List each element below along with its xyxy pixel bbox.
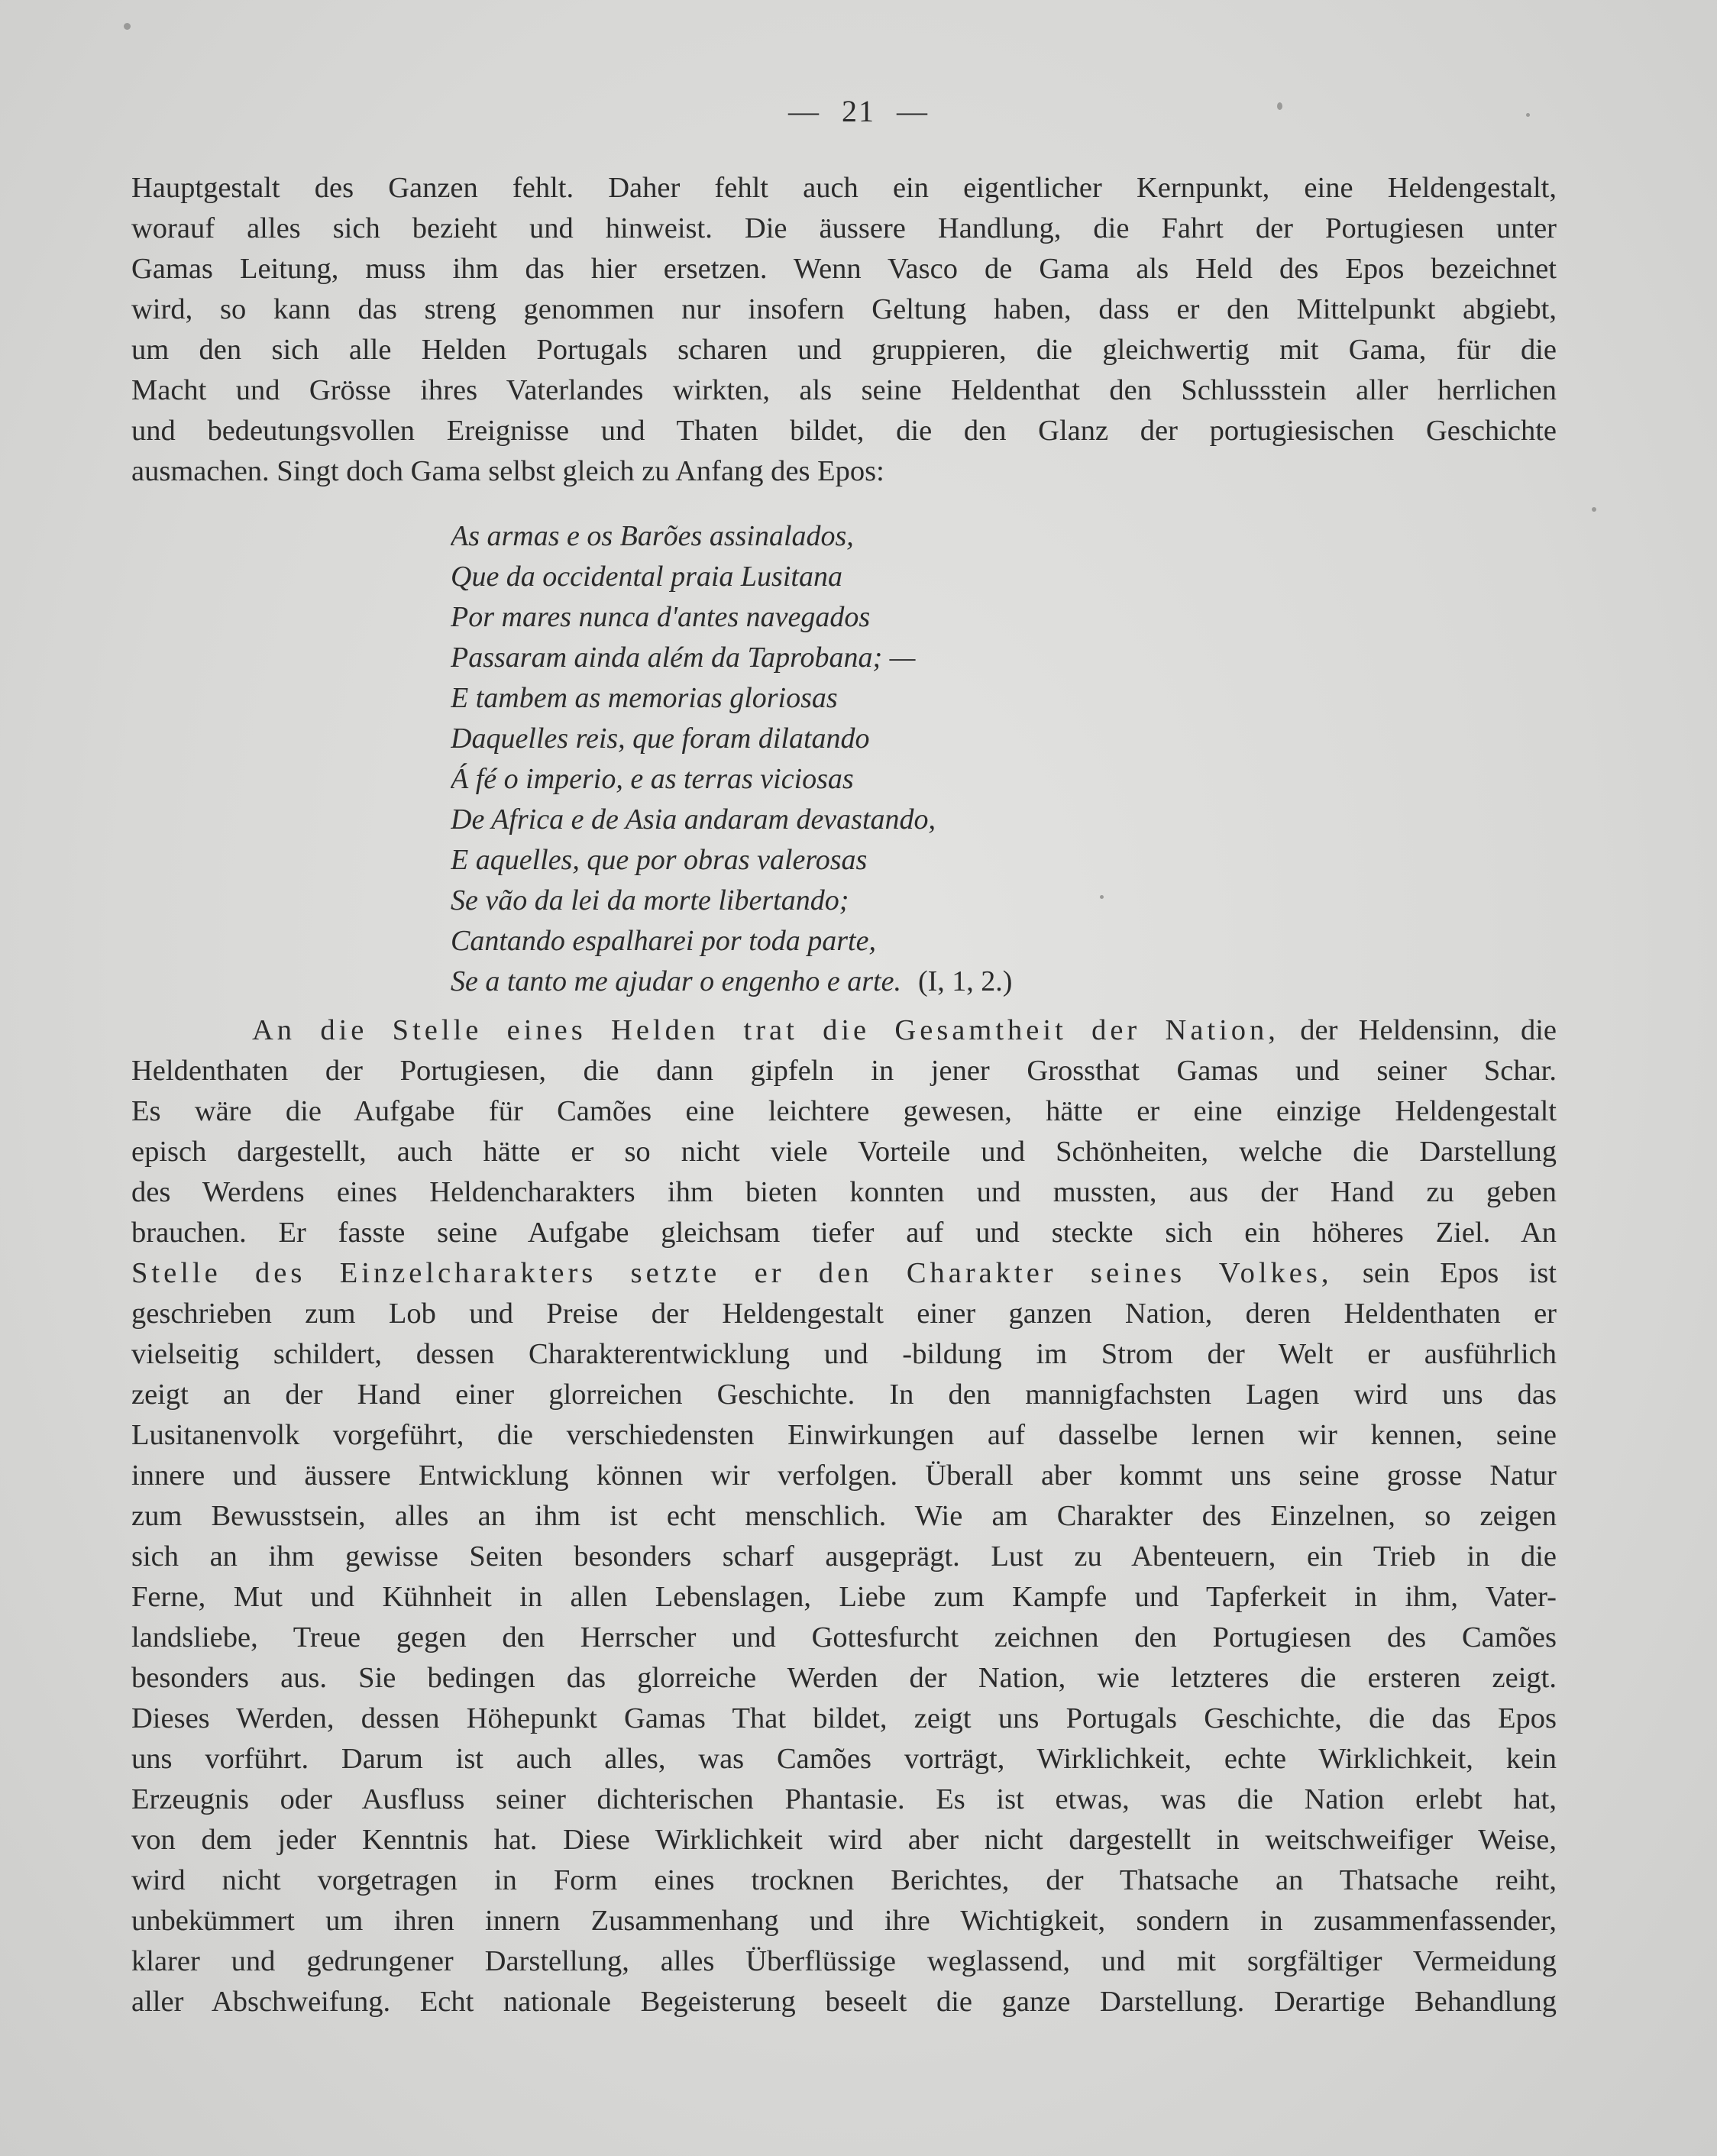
page-number-dash-left: — — [788, 94, 820, 128]
poem-last-line — [451, 962, 1520, 1002]
text-line: wird nicht vorgetragen in Form eines trocknen Berichtes, der Thatsache an Thatsache reiht, — [131, 1864, 1557, 1896]
text-line: vielseitig schildert, dessen Charakterentwicklung und -bildung im Strom der Welt er ausführlich — [131, 1338, 1557, 1370]
poem-reference: (I, 1, 2.) — [917, 965, 1013, 997]
poem-quotation — [451, 516, 1520, 1002]
text-line: landsliebe, Treue gegen den Herrscher und Gottesfurcht zeichnen den Portugiesen des Camões — [131, 1621, 1557, 1653]
text-line: um den sich alle Helden Portugals scharen und gruppieren, die gleichwertig mit Gama, für die — [131, 334, 1557, 366]
text-line: Erzeugnis oder Ausfluss seiner dichterischen Phantasie. Es ist etwas, was die Nation erlebt hat, — [131, 1783, 1557, 1815]
text-line: brauchen. Er fasste seine Aufgabe gleichsam tiefer auf und steckte sich ein höheres Ziel. An — [131, 1217, 1557, 1249]
poem-line: Que da occidental praia Lusitana — [451, 561, 842, 593]
page-number — [0, 93, 1717, 129]
text-line: episch dargestellt, auch hätte er so nicht viele Vorteile und Schönheiten, welche die Darstellung — [131, 1136, 1557, 1168]
paragraph-1 — [131, 168, 1557, 492]
text-line: unbekümmert um ihren innern Zusammenhang und ihre Wichtigkeit, sondern in zusammenfassender, — [131, 1905, 1557, 1937]
text-line — [131, 1010, 1557, 1051]
text-line: von dem jeder Kenntnis hat. Diese Wirklichkeit wird aber nicht dargestellt in weitschweifiger Weise, — [131, 1824, 1557, 1856]
text-line: Dieses Werden, dessen Höhepunkt Gamas That bildet, zeigt uns Portugals Geschichte, die das Epos — [131, 1702, 1557, 1734]
text-line — [131, 1253, 1557, 1294]
text-line: zeigt an der Hand einer glorreichen Geschichte. In den mannigfachsten Lagen wird uns das — [131, 1379, 1557, 1411]
text-line: Ferne, Mut und Kühnheit in allen Lebenslagen, Liebe zum Kampfe und Tapferkeit in ihm, Vater- — [131, 1581, 1557, 1613]
poem-line: Daquelles reis, que foram dilatando — [451, 722, 870, 755]
text-line: worauf alles sich bezieht und hinweist. Die äussere Handlung, die Fahrt der Portugiesen unter — [131, 212, 1557, 244]
text-line: besonders aus. Sie bedingen das glorreiche Werden der Nation, wie letzteres die ersteren zeigt. — [131, 1662, 1557, 1694]
text-line: klarer und gedrungener Darstellung, alles Überflüssige weglassend, und mit sorgfältiger Vermeidung — [131, 1945, 1557, 1977]
poem-line: As armas e os Barões assinalados, — [451, 520, 854, 552]
page-number-dash-right: — — [897, 94, 929, 128]
text-line: wird, so kann das streng genommen nur insofern Geltung haben, dass er den Mittelpunkt abgiebt, — [131, 293, 1557, 325]
text-line: Lusitanenvolk vorgeführt, die verschiedensten Einwirkungen auf dasselbe lernen wir kennen, seine — [131, 1419, 1557, 1451]
scan-speck — [1592, 507, 1596, 512]
text-line: Heldenthaten der Portugiesen, die dann gipfeln in jener Grossthat Gamas und seiner Schar. — [131, 1055, 1557, 1087]
text-line: Macht und Grösse ihres Vaterlandes wirkten, als seine Heldenthat den Schlussstein aller herrlichen — [131, 374, 1557, 406]
poem-line: De Africa e de Asia andaram devastando, — [451, 803, 936, 836]
paragraph-2 — [131, 1010, 1557, 2022]
text-line: sich an ihm gewisse Seiten besonders scharf ausgeprägt. Lust zu Abenteuern, ein Trieb in die — [131, 1540, 1557, 1573]
text-line: des Werdens eines Heldencharakters ihm bieten konnten und mussten, aus der Hand zu geben — [131, 1176, 1557, 1208]
emphasized-text: Stelle des Einzelcharakters setzte er den Charakter seines Volkes, — [131, 1257, 1333, 1289]
poem-line: Cantando espalharei por toda parte, — [451, 925, 876, 957]
emphasized-text: An die Stelle eines Helden trat die Gesamtheit der Nation, — [252, 1014, 1279, 1046]
poem-line: E tambem as memorias gloriosas — [451, 682, 838, 714]
text-line: uns vorführt. Darum ist auch alles, was Camões vorträgt, Wirklichkeit, echte Wirklichkeit, kein — [131, 1743, 1557, 1775]
text-span: sein Epos ist — [1332, 1257, 1557, 1289]
scan-speck — [124, 23, 131, 30]
text-line: innere und äussere Entwicklung können wir verfolgen. Überall aber kommt uns seine grosse Natur — [131, 1459, 1557, 1492]
text-line: Gamas Leitung, muss ihm das hier ersetzen. Wenn Vasco de Gama als Held des Epos bezeichnet — [131, 253, 1557, 285]
text-line: Hauptgestalt des Ganzen fehlt. Daher fehlt auch ein eigentlicher Kernpunkt, eine Heldengestalt, — [131, 172, 1557, 204]
text-line: ausmachen. Singt doch Gama selbst gleich zu Anfang des Epos: — [131, 455, 884, 487]
text-line: Es wäre die Aufgabe für Camões eine leichtere gewesen, hätte er eine einzige Heldengestalt — [131, 1095, 1557, 1127]
page-number-value: 21 — [842, 94, 875, 128]
poem-line: Á fé o imperio, e as terras viciosas — [451, 763, 854, 795]
poem-line: E aquelles, que por obras valerosas — [451, 844, 868, 876]
poem-line: Passaram ainda além da Taprobana; — — [451, 642, 916, 674]
poem-line: Por mares nunca d'antes navegados — [451, 601, 871, 633]
text-line: und bedeutungsvollen Ereignisse und Thaten bildet, die den Glanz der portugiesischen Geschichte — [131, 415, 1557, 447]
poem-line: Se a tanto me ajudar o engenho e arte. — [451, 965, 901, 997]
text-line: geschrieben zum Lob und Preise der Heldengestalt einer ganzen Nation, deren Heldenthaten er — [131, 1298, 1557, 1330]
text-line: zum Bewusstsein, alles an ihm ist echt menschlich. Wie am Charakter des Einzelnen, so zeigen — [131, 1500, 1557, 1532]
text-span: der Heldensinn, die — [1279, 1014, 1557, 1046]
poem-line: Se vão da lei da morte libertando; — [451, 884, 849, 916]
text-line: aller Abschweifung. Echt nationale Begeisterung beseelt die ganze Darstellung. Derartige Behandlung — [131, 1986, 1557, 2018]
